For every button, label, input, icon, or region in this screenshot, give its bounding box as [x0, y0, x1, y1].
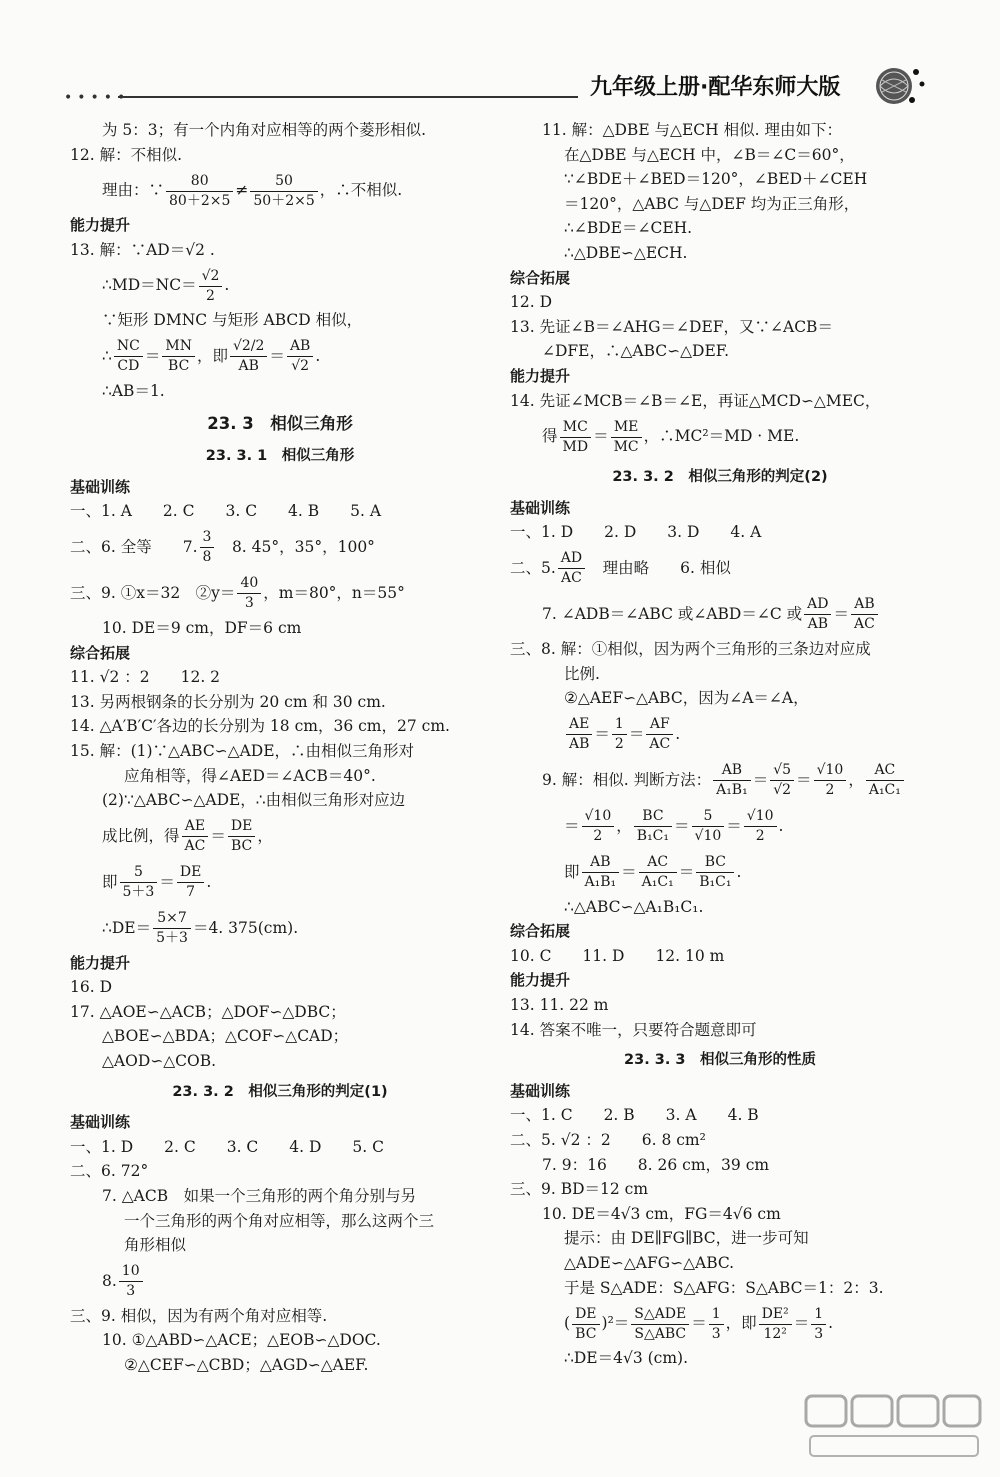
section-heading: 基础训练: [510, 1081, 571, 1100]
answer-line: ∴DE＝4√3 (cm).: [564, 1349, 689, 1368]
section-heading: 基础训练: [510, 498, 571, 517]
section-heading: 综合拓展: [510, 268, 571, 287]
answer-line: 三、9. BD＝12 cm: [510, 1180, 649, 1199]
answer-line: 提示：由 DE∥FG∥BC，进一步可知: [564, 1229, 809, 1248]
subsection-heading: 23. 3. 2 相似三角形的判定(1): [172, 1083, 388, 1100]
answer-line: 一个三角形的两个角对应相等，那么这两个三: [124, 1211, 435, 1230]
answer-line: 10. C 11. D 12. 10 m: [510, 946, 725, 965]
answer-line: 比例.: [564, 664, 600, 683]
chapter-heading: 23. 3 相似三角形: [207, 413, 353, 433]
answer-line: 于是 S△ADE：S△AFG：S△ABC＝1：2：3.: [564, 1278, 884, 1297]
answer-line: 三、9. 相似，因为有两个角对应相等.: [70, 1306, 328, 1325]
section-heading: 基础训练: [70, 477, 131, 496]
subsection-heading: 23. 3. 2 相似三角形的判定(2): [612, 469, 828, 486]
header-rule: [118, 96, 578, 98]
answer-line: 12. 解：不相似.: [70, 145, 183, 164]
answer-line: 一、1. A 2. C 3. C 4. B 5. A: [70, 502, 382, 521]
answer-line: ∴AB＝1.: [102, 381, 165, 400]
answer-line: 应角相等，得∠AED＝∠ACB＝40°.: [124, 766, 376, 785]
section-heading: 能力提升: [70, 216, 131, 235]
section-heading: 综合拓展: [510, 922, 571, 941]
answer-line: ∴DE＝ $\frac{5\times 7}{5+3}$ ＝4. 375(cm).: [102, 910, 299, 947]
answer-line: 即 $\frac{5}{5+3}$ ＝ $\frac{DE}{7}$ .: [102, 864, 212, 901]
answer-line: 13. 先证∠B＝∠AHG＝∠DEF，又∵∠ACB＝: [510, 317, 833, 336]
answer-line: ( $\frac{DE}{BC}$ )²＝ $\frac{\text{S△ADE}}{\text{S△ABC}}$ ＝ $\frac{1}{3}$ ，即 $\frac{\text{DE²}}{\text{12²}}$ ＝ $\frac{1}{3}$ .: [564, 1305, 834, 1342]
left-column: [70, 118, 490, 1378]
answer-line: 11. 解：△DBE 与△ECH 相似. 理由如下：: [542, 121, 842, 139]
section-heading: 能力提升: [510, 971, 571, 990]
answer-line: 成比例，得 $\frac{AE}{AC}$ ＝ $\frac{DE}{BC}$ ，: [102, 818, 273, 855]
answer-line: 三、9. ①x＝32 ②y＝ $\frac{40}{3}$ ，m＝80°，n＝55°: [70, 575, 405, 612]
answer-line: ∠DFE，∴△ABC∽△DEF.: [542, 342, 730, 361]
answer-line: 14. △A′B′C′各边的长分别为 18 cm，36 cm，27 cm.: [70, 717, 450, 736]
answer-line: ＝ $\frac{√10}{2}$ ， $\frac{BC}{\text{B₁C₁}}$ ＝ $\frac{5}{√10}$ ＝ $\frac{√10}{2}$ .: [564, 808, 784, 845]
answer-line: 在△DBE 与△ECH 中，∠B＝∠C＝60°，: [564, 145, 855, 164]
answer-line: 二、6. 72°: [70, 1162, 149, 1181]
answer-line: ＝120°，△ABC 与△DEF 均为正三角形，: [564, 194, 860, 213]
answer-line: 8. $\frac{10}{3}$: [70, 1258, 490, 1304]
answer-line: △BOE∽△BDA；△COF∽△CAD；: [102, 1027, 349, 1046]
answer-line: ∴ $\frac{NC}{CD}$ ＝ $\frac{MN}{BC}$ ，即 $\frac{√2/2}{AB}$ ＝ $\frac{AB}{√2}$ .: [102, 338, 321, 375]
answer-line: 7. ∠ADB＝∠ABC 或∠ABD＝∠C 或 $\frac{AD}{AB}$ ＝ $\frac{AB}{AC}$: [510, 591, 930, 637]
answer-line: 二、5. √2 ：2 6. 8 cm²: [510, 1131, 706, 1150]
answer-line: 角形相似: [124, 1236, 187, 1255]
answer-line: 理由：∵ $\frac{80}{80+2\times 5}$ ≠ $\frac{50}{50+2\times 5}$ ，∴不相似.: [102, 172, 403, 209]
answer-line: ②△AEF∽△ABC，因为∠A＝∠A，: [564, 689, 809, 708]
answer-line: $\frac{AE}{AB}$ ＝ $\frac{1}{2}$ ＝ $\frac{AF}{AC}$ .: [510, 711, 930, 757]
right-column: [510, 118, 930, 1371]
section-heading: 能力提升: [510, 366, 571, 385]
section-heading: 基础训练: [70, 1113, 131, 1132]
answer-line: 二、5. $\frac{AD}{AC}$ 理由略 6. 相似: [510, 550, 731, 587]
answer-line: ∵矩形 DMNC 与矩形 ABCD 相似，: [102, 311, 363, 330]
answer-line: 10. DE＝4√3 cm，FG＝4√6 cm: [542, 1204, 781, 1223]
subsection-heading: 23. 3. 1 相似三角形: [205, 448, 355, 465]
answer-line: 14. 先证∠MCB＝∠B＝∠E，再证△MCD∽△MEC，: [510, 391, 881, 410]
answer-line: 三、8. 解：①相似，因为两个三角形的三条边对应成: [510, 639, 871, 658]
answer-line: 9. 解：相似. 判断方法： $\frac{AB}{\text{A₁B₁}}$ ＝ $\frac{√5}{√2}$ ＝ $\frac{√10}{2}$ ， $\frac{AC}{\text{A₁C₁}}$: [510, 757, 930, 803]
answer-line: 11. √2 ：2 12. 2: [70, 668, 221, 687]
watermark-logo-icon: [800, 1392, 985, 1462]
answer-line: 一、1. D 2. D 3. D 4. A: [510, 523, 762, 542]
header-logo-icon: [872, 62, 928, 108]
page-header: [0, 0, 1000, 112]
answer-line: 15. 解：(1)∵△ABC∽△ADE，∴由相似三角形对: [70, 741, 415, 760]
section-heading: 综合拓展: [70, 643, 131, 662]
answer-line: (2)∵△ABC∽△ADE，∴由相似三角形对应边: [102, 791, 406, 810]
subsection-heading: 23. 3. 3 相似三角形的性质: [624, 1052, 816, 1069]
answer-line: ②△CEF∽△CBD；△AGD∽△AEF.: [124, 1356, 369, 1374]
answer-line: 7. 9：16 8. 26 cm，39 cm: [542, 1155, 770, 1174]
answer-line: 得 $\frac{MC}{MD}$ ＝ $\frac{ME}{MC}$ ，∴MC²＝MD · ME.: [542, 418, 800, 455]
header-title: 九年级上册·配华东师大版: [590, 75, 841, 100]
answer-line: ∴MD＝NC＝ $\frac{√2}{2}$ .: [102, 267, 230, 304]
answer-line: 二、6. 全等 7. $\frac{3}{8}$ 8. 45°，35°，100°: [70, 529, 375, 566]
answer-line: 即 $\frac{AB}{\text{A₁B₁}}$ ＝ $\frac{AC}{\text{A₁C₁}}$ ＝ $\frac{BC}{\text{B₁C₁}}$ .: [564, 854, 742, 891]
answer-line: 一、1. D 2. C 3. C 4. D 5. C: [70, 1137, 385, 1156]
answer-line: ∴△ABC∽△A₁B₁C₁.: [564, 897, 704, 916]
answer-line: 7. △ACB 如果一个三角形的两个角分别与另: [102, 1187, 417, 1206]
answer-line: △AOD∽△COB.: [102, 1052, 217, 1071]
header-dots: •••••: [64, 90, 131, 106]
section-heading: 能力提升: [70, 953, 131, 972]
answer-line: △ADE∽△AFG∽△ABC.: [564, 1254, 735, 1272]
answer-line: 为 5：3；有一个内角对应相等的两个菱形相似.: [102, 121, 427, 139]
answer-line: 16. D: [70, 978, 113, 997]
answer-line: ∵∠BDE＋∠BED＝120°，∠BED＋∠CEH: [564, 170, 868, 189]
answer-line: 17. △AOE∽△ACB；△DOF∽△DBC；: [70, 1002, 346, 1021]
answer-line: 一、1. C 2. B 3. A 4. B: [510, 1106, 759, 1125]
answer-line: ∴∠BDE＝∠CEH.: [564, 219, 693, 238]
answer-line: 13. 另两根钢条的长分别为 20 cm 和 30 cm.: [70, 692, 386, 711]
answer-line: 12. D: [510, 293, 553, 312]
answer-line: 13. 11. 22 m: [510, 996, 609, 1015]
answer-line: 13. 解：∵AD＝√2 .: [70, 240, 215, 259]
answer-line: 10. ①△ABD∽△ACE；△EOB∽△DOC.: [102, 1331, 381, 1350]
answer-line: 14. 答案不唯一，只要符合题意即可: [510, 1020, 757, 1039]
answer-line: ∴△DBE∽△ECH.: [564, 243, 688, 262]
answer-line: 10. DE＝9 cm，DF＝6 cm: [102, 618, 302, 637]
